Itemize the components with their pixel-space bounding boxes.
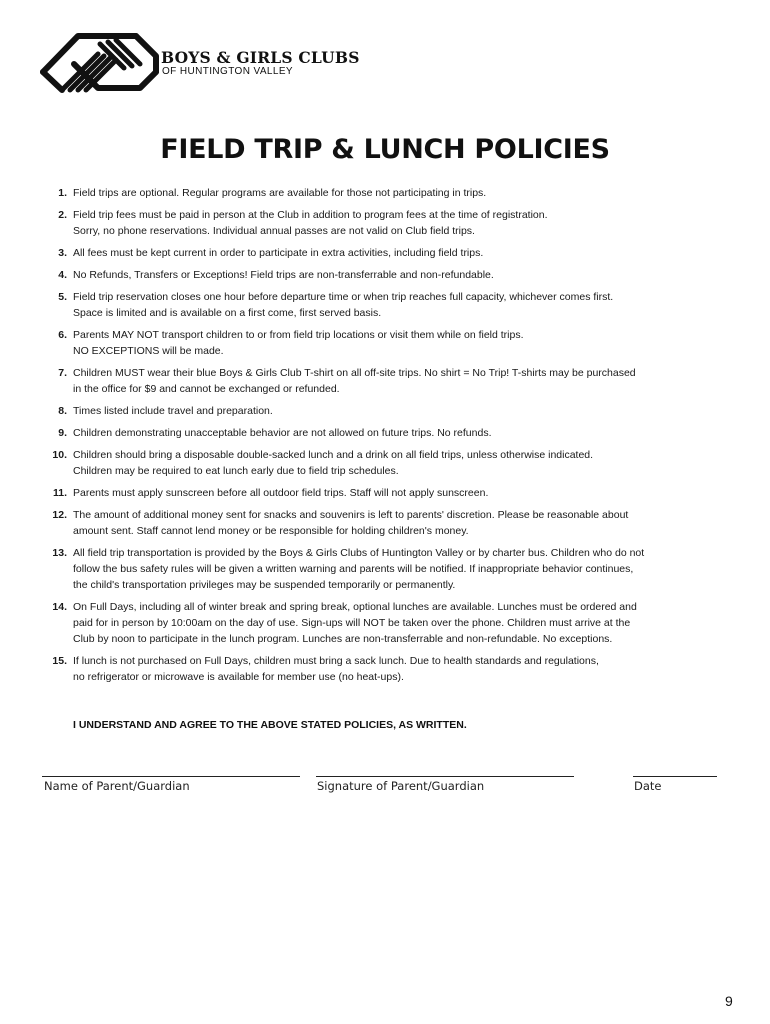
policy-number: 1.: [58, 187, 67, 199]
policy-text: Field trips are optional. Regular programs are available for those not participating in trips.: [73, 187, 487, 199]
policy-number: 13.: [52, 547, 67, 559]
policy-text: follow the bus safety rules will be given a written warning and parents will be notified. If inappropriate behavior continues,: [73, 563, 634, 575]
policy-text: Children demonstrating unacceptable behavior are not allowed on future trips. No refunds.: [73, 427, 492, 439]
page-title: FIELD TRIP & LUNCH POLICIES: [160, 134, 610, 165]
policy-text: All field trip transportation is provided by the Boys & Girls Clubs of Huntington Valley or by charter bus. Children who do not: [73, 547, 645, 559]
policy-text: Sorry, no phone reservations. Individual annual passes are not valid on Club field trips.: [73, 225, 475, 237]
policy-text: No Refunds, Transfers or Exceptions! Field trips are non-transferrable and non-refundable.: [73, 269, 494, 281]
policy-text: Children may be required to eat lunch early due to field trip schedules.: [73, 465, 399, 477]
policy-item: [42, 425, 732, 441]
date-label: Date: [634, 779, 662, 793]
policy-number: 8.: [58, 405, 67, 417]
policy-number: 15.: [52, 655, 67, 667]
policy-text: Space is limited and is available on a first come, first served basis.: [73, 307, 382, 319]
parent-name-label: Name of Parent/Guardian: [44, 779, 190, 793]
policy-list: [42, 185, 732, 691]
page-number: 9: [725, 993, 733, 1009]
policy-item: [42, 267, 732, 283]
policy-text: All fees must be kept current in order to participate in extra activities, including field trips.: [73, 247, 484, 259]
policy-text: the child's transportation privileges may be suspended temporarily or permanently.: [73, 579, 456, 591]
policy-item: [42, 327, 732, 359]
policy-number: 12.: [52, 509, 67, 521]
policy-item: [42, 485, 732, 501]
org-subtitle: OF HUNTINGTON VALLEY: [162, 66, 293, 77]
policy-text: The amount of additional money sent for snacks and souvenirs is left to parents' discretion. Please be reasonable about: [73, 509, 629, 521]
policy-text: NO EXCEPTIONS will be made.: [73, 345, 224, 357]
policy-text: Children MUST wear their blue Boys & Girls Club T-shirt on all off-site trips. No shirt = No Trip! T-shirts may be purchased: [73, 367, 636, 379]
policy-item: [42, 185, 732, 201]
header-logo: [40, 28, 370, 100]
date-field[interactable]: [633, 776, 717, 777]
policy-item: [42, 365, 732, 397]
parent-name-field[interactable]: [42, 776, 300, 777]
policy-number: 6.: [58, 329, 67, 341]
policy-number: 10.: [52, 449, 67, 461]
policy-text: On Full Days, including all of winter break and spring break, optional lunches are available. Lunches must be ordered and: [73, 601, 637, 613]
policy-number: 3.: [58, 247, 67, 259]
policy-number: 2.: [58, 209, 67, 221]
signature-label: Signature of Parent/Guardian: [317, 779, 485, 793]
policy-item: [42, 245, 732, 261]
policy-text: Club by noon to participate in the lunch program. Lunches are non-transferrable and non-refundable. No exceptions.: [73, 633, 613, 645]
policy-item: [42, 653, 732, 685]
policy-item: [42, 403, 732, 419]
org-name: BOYS & GIRLS CLUBS: [161, 48, 360, 67]
policy-number: 7.: [58, 367, 67, 379]
policy-item: [42, 599, 732, 647]
policy-item: [42, 545, 732, 593]
policy-text: Children should bring a disposable double-sacked lunch and a drink on all field trips, unless otherwise indicated.: [73, 449, 594, 461]
policy-text: no refrigerator or microwave is available for member use (no heat-ups).: [73, 671, 404, 683]
policy-text: paid for in person by 10:00am on the day of use. Sign-ups will NOT be taken over the phone. Children must arrive at the: [73, 617, 631, 629]
policy-text: Parents must apply sunscreen before all outdoor field trips. Staff will not apply sunscreen.: [73, 487, 489, 499]
policy-text: Times listed include travel and preparation.: [73, 405, 273, 417]
boys-and-girls-clubs-hands-logo-icon: [40, 28, 160, 100]
policy-text: Field trip fees must be paid in person at the Club in addition to program fees at the time of registration.: [73, 209, 548, 221]
policy-item: [42, 289, 732, 321]
signature-field[interactable]: [316, 776, 574, 777]
policy-text: Field trip reservation closes one hour before departure time or when trip reaches full capacity, whichever comes first.: [73, 291, 614, 303]
policy-item: [42, 207, 732, 239]
policy-number: 4.: [58, 269, 67, 281]
policy-text: amount sent. Staff cannot lend money or be responsible for holding children's money.: [73, 525, 469, 537]
agreement-statement: I UNDERSTAND AND AGREE TO THE ABOVE STATED POLICIES, AS WRITTEN.: [73, 719, 467, 731]
policy-number: 14.: [52, 601, 67, 613]
policy-number: 5.: [58, 291, 67, 303]
policy-text: in the office for $9 and cannot be exchanged or refunded.: [73, 383, 340, 395]
policy-text: Parents MAY NOT transport children to or from field trip locations or visit them while on field trips.: [73, 329, 524, 341]
policy-text: If lunch is not purchased on Full Days, children must bring a sack lunch. Due to health standards and regulations,: [73, 655, 599, 667]
policy-number: 9.: [58, 427, 67, 439]
policy-item: [42, 507, 732, 539]
policy-number: 11.: [52, 487, 67, 499]
policy-item: [42, 447, 732, 479]
